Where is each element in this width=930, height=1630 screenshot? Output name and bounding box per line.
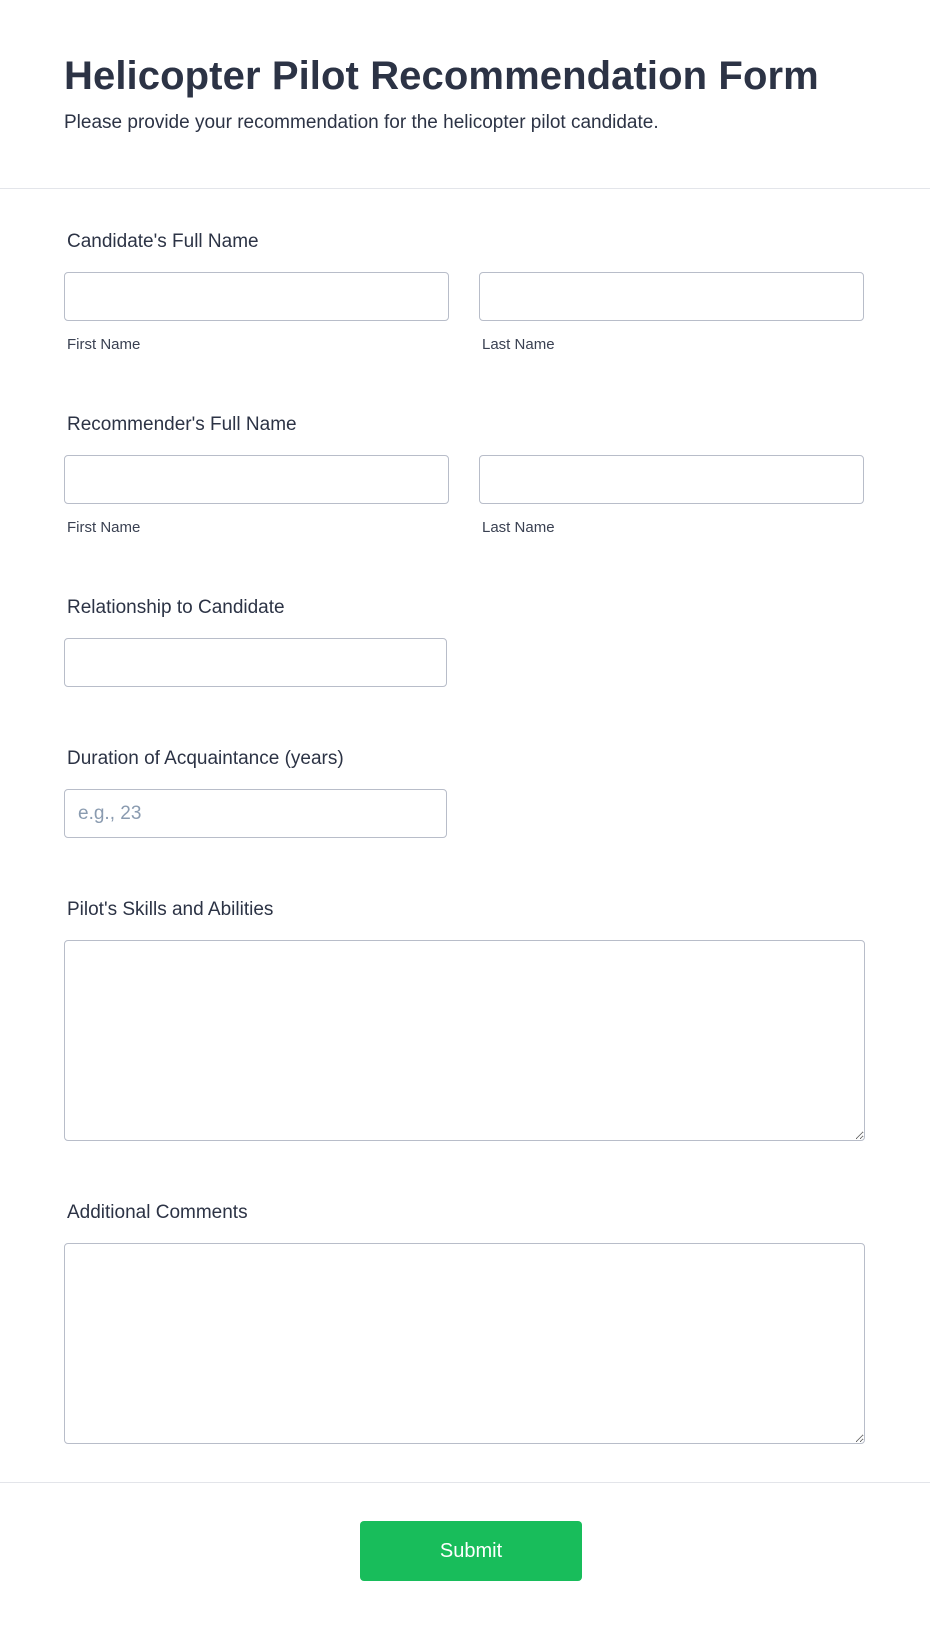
candidate-last-name-col (479, 272, 864, 354)
candidate-first-name-col (64, 272, 449, 354)
submit-button[interactable]: Submit (360, 1521, 582, 1581)
skills-label: Pilot's Skills and Abilities (67, 899, 274, 920)
candidate-first-name-input[interactable] (64, 272, 449, 321)
recommender-first-name-col (64, 455, 449, 537)
comments-field (64, 1201, 865, 1444)
candidate-name-field (64, 230, 864, 354)
form-header (0, 0, 930, 189)
comments-label: Additional Comments (67, 1202, 248, 1223)
candidate-last-name-input[interactable] (479, 272, 864, 321)
duration-input[interactable] (64, 789, 447, 838)
recommender-first-name-sublabel: First Name (67, 519, 141, 536)
recommender-last-name-input[interactable] (479, 455, 864, 504)
comments-textarea[interactable] (64, 1243, 865, 1444)
recommender-last-name-sublabel: Last Name (482, 519, 555, 536)
recommender-name-row (64, 455, 864, 537)
page-subtitle: Please provide your recommendation for the helicopter pilot candidate. (64, 112, 659, 133)
recommender-name-field (64, 413, 864, 537)
page-title: Helicopter Pilot Recommendation Form (64, 54, 819, 98)
candidate-last-name-sublabel: Last Name (482, 336, 555, 353)
duration-label: Duration of Acquaintance (years) (67, 748, 344, 769)
candidate-first-name-sublabel: First Name (67, 336, 141, 353)
duration-field (64, 747, 447, 838)
relationship-label: Relationship to Candidate (67, 597, 285, 618)
form-footer (0, 1482, 930, 1630)
candidate-name-label: Candidate's Full Name (67, 231, 259, 252)
recommender-name-label: Recommender's Full Name (67, 414, 297, 435)
skills-field (64, 898, 865, 1141)
relationship-input[interactable] (64, 638, 447, 687)
relationship-field (64, 596, 447, 687)
skills-textarea[interactable] (64, 940, 865, 1141)
candidate-name-row (64, 272, 864, 354)
recommender-last-name-col (479, 455, 864, 537)
recommender-first-name-input[interactable] (64, 455, 449, 504)
